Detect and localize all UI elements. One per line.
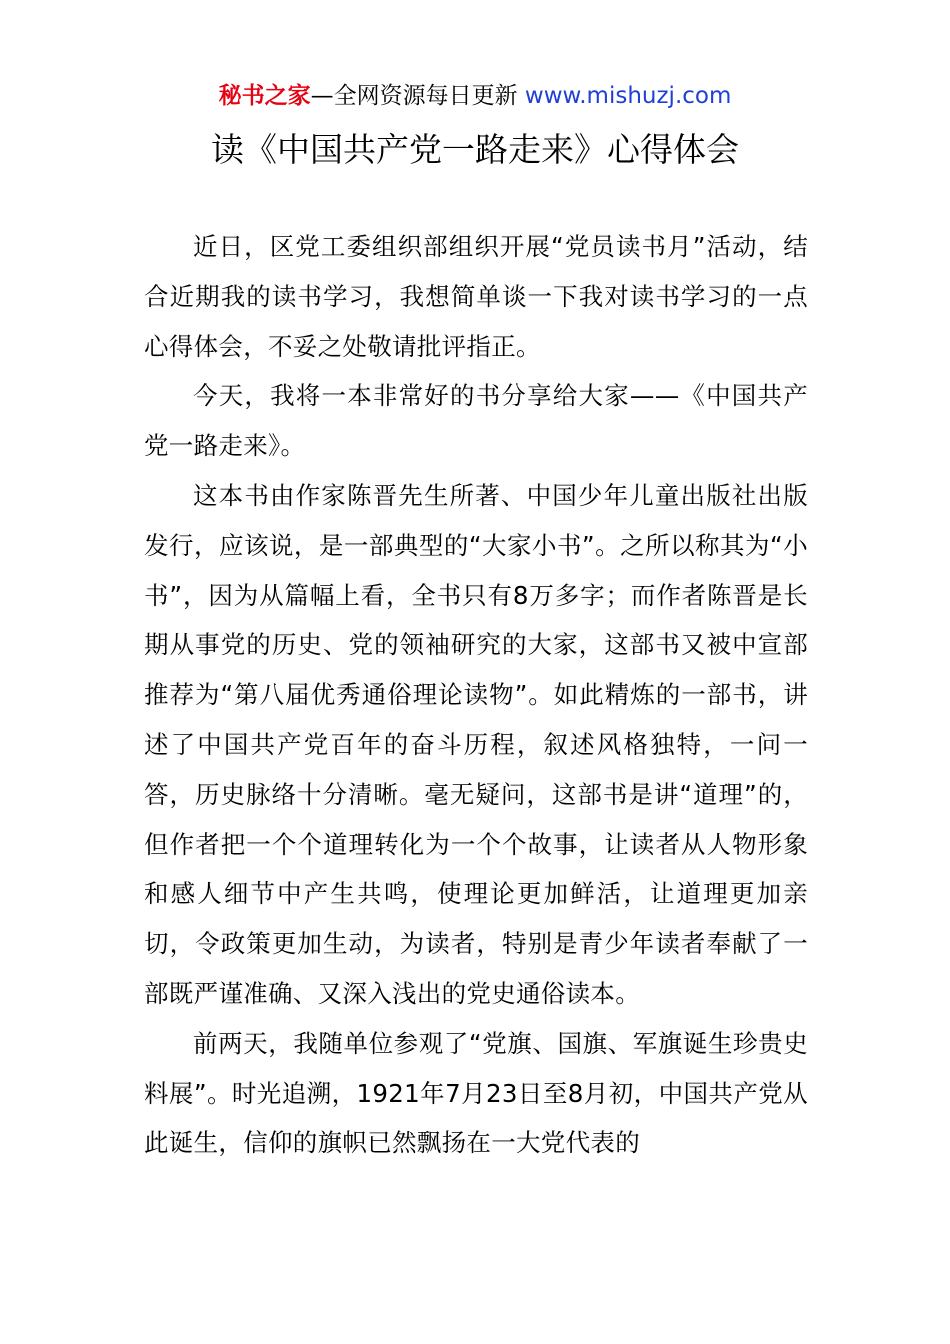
paragraph-3: 这本书由作家陈晋先生所著、中国少年儿童出版社出版发行，应该说，是一部典型的“大家小书”。之所以称其为“小书”，因为从篇幅上看，全书只有8万多字；而作者陈晋是长期从事党的历史、党的领袖研究的大家，这部书又被中宣部推荐为“第八届优秀通俗理论读物”。如此精炼的一部书，讲述了中国共产党百年的奋斗历程，叙述风格独特，一问一答，历史脉络十分清晰。毫无疑问，这部书是讲“道理”的，但作者把一个个道理转化为一个个故事，让读者从人物形象和感人细节中产生共鸣，使理论更加鲜活，让道理更加亲切，令政策更加生动，为读者，特别是青少年读者奉献了一部既严谨准确、又深入浅出的党史通俗读本。 xyxy=(144,480,808,1008)
site-url-link[interactable]: www.mishuzj.com xyxy=(524,83,732,109)
paragraph-1: 近日，区党工委组织部组织开展“党员读书月”活动，结合近期我的读书学习，我想简单谈一下我对读书学习的一点心得体会，不妥之处敬请批评指正。 xyxy=(144,232,808,361)
paragraph-2: 今天，我将一本非常好的书分享给大家——《中国共产党一路走来》。 xyxy=(144,381,808,461)
paragraph-4: 前两天，我随单位参观了“党旗、国旗、军旗诞生珍贵史料展”。时光追溯，1921年7月23日至8月初，中国共产党从此诞生，信仰的旗帜已然飘扬在一大党代表的 xyxy=(144,1028,808,1158)
document-body xyxy=(144,222,808,1168)
brand-name: 秘书之家 xyxy=(218,83,311,109)
banner-tagline: —全网资源每日更新 xyxy=(310,83,525,109)
document-title: 读《中国共产党一路走来》心得体会 xyxy=(211,130,739,169)
site-banner xyxy=(0,80,950,112)
